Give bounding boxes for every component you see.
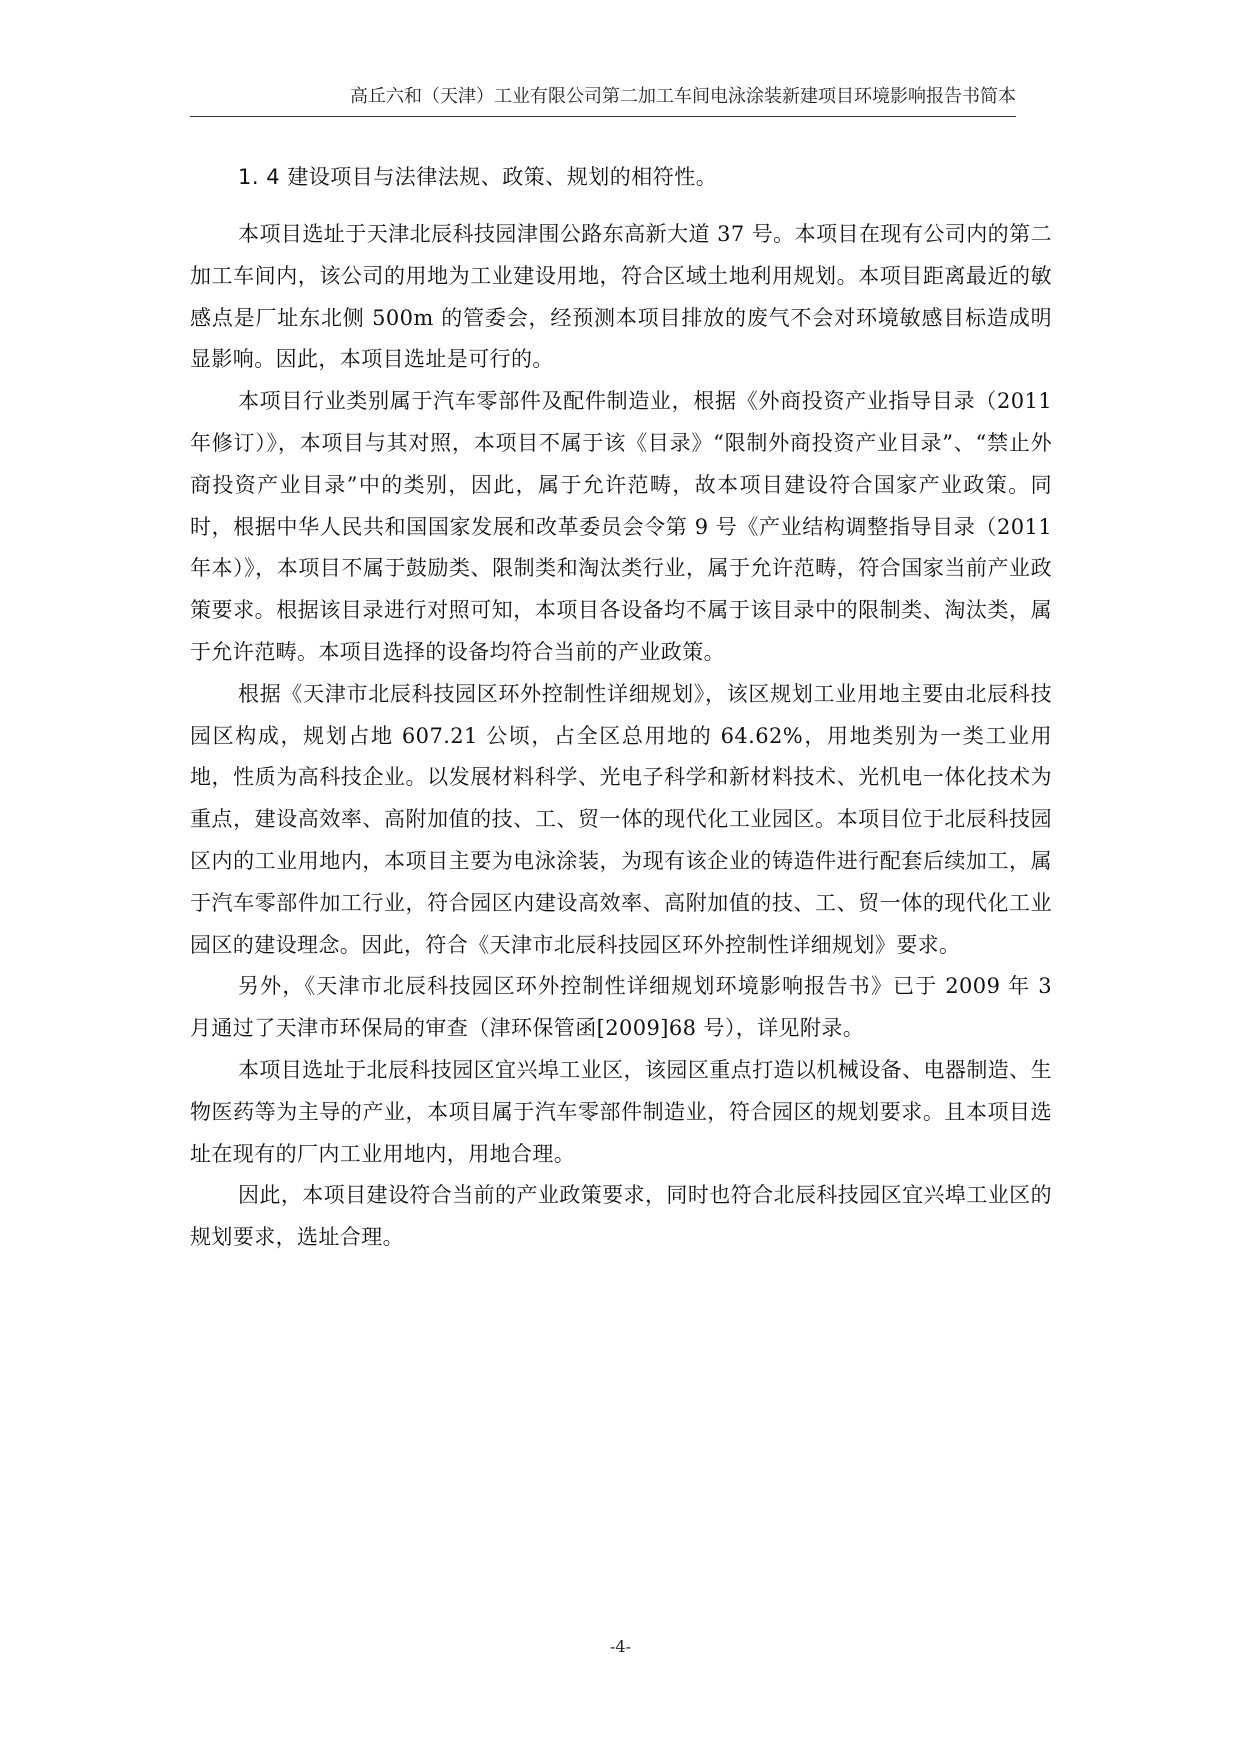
document-body xyxy=(190,162,1052,1259)
paragraph-eia-approval: 另外，《天津市北辰科技园区环外控制性详细规划环境影响报告书》已于 2009 年 3 月通过了天津市环保局的审查（津环保管函[2009]68 号），详见附录。 xyxy=(190,974,1052,1041)
page-number: -4- xyxy=(610,1637,631,1656)
page-header: 高丘六和（天津）工业有限公司第二加工车间电泳涂装新建项目环境影响报告书简本 xyxy=(190,84,1016,117)
paragraph-conclusion: 因此，本项目建设符合当前的产业政策要求，同时也符合北辰科技园区宜兴埠工业区的规划要求，选址合理。 xyxy=(190,1183,1052,1250)
section-heading: 1. 4 建设项目与法律法规、政策、规划的相符性。 xyxy=(238,165,718,189)
paragraph-industry-policy: 本项目行业类别属于汽车零部件及配件制造业，根据《外商投资产业指导目录（2011 年修订）》，本项目与其对照，本项目不属于该《目录》“限制外商投资产业目录”、“禁止外商投资产业目录”中的类别，因此，属于允许范畴，故本项目建设符合国家产业政策。同时，根据中华人民共和国国家发展和改革委员会令第 9 号《产业结构调整指导目录（2011 年本）》，本项目不属于鼓励类、限制类和淘汰类行业，属于允许范畴，符合国家当前产业政策要求。根据该目录进行对照可知，本项目各设备均不属于该目录中的限制类、淘汰类，属于允许范畴。本项目选择的设备均符合当前的产业政策。 xyxy=(190,389,1052,664)
paragraph-site-selection: 本项目选址于天津北辰科技园津围公路东高新大道 37 号。本项目在现有公司内的第二加工车间内，该公司的用地为工业建设用地，符合区域土地利用规划。本项目距离最近的敏感点是厂址东北侧 500m 的管委会，经预测本项目排放的废气不会对环境敏感目标造成明显影响。因此，本项目选址是可行的。 xyxy=(190,222,1052,372)
paragraph-industrial-zone: 本项目选址于北辰科技园区宜兴埠工业区，该园区重点打造以机械设备、电器制造、生物医药等为主导的产业，本项目属于汽车零部件制造业，符合园区的规划要求。且本项目选址在现有的厂内工业用地内，用地合理。 xyxy=(190,1057,1052,1166)
paragraph-park-planning: 根据《天津市北辰科技园区环外控制性详细规划》，该区规划工业用地主要由北辰科技园区构成，规划占地 607.21 公顷，占全区总用地的 64.62%，用地类别为一类工业用地，性质为高科技企业。以发展材料科学、光电子科学和新材料技术、光机电一体化技术为重点，建设高效率、高附加值的技、工、贸一体的现代化工业园区。本项目位于北辰科技园区内的工业用地内，本项目主要为电泳涂装，为现有该企业的铸造件进行配套后续加工，属于汽车零部件加工行业，符合园区内建设高效率、高附加值的技、工、贸一体的现代化工业园区的建设理念。因此，符合《天津市北辰科技园区环外控制性详细规划》要求。 xyxy=(190,681,1052,957)
